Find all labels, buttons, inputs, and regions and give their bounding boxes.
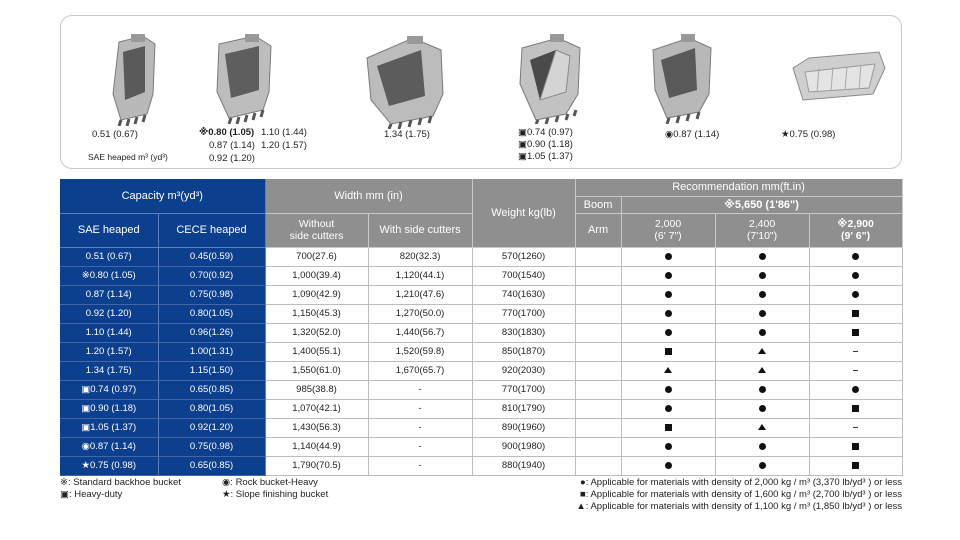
- without-side-cutters-header: Without side cutters: [265, 213, 368, 247]
- width-without-cutters-cell: 1,790(70.5): [265, 456, 368, 475]
- arm-spacer-cell: [575, 266, 621, 285]
- dot-marker-icon: [665, 310, 672, 317]
- bucket-3: [361, 16, 471, 170]
- width-with-cutters-cell: 1,670(65.7): [368, 361, 472, 380]
- arm-spacer-cell: [575, 304, 621, 323]
- bucket-1: [88, 16, 191, 170]
- bucket-6: [781, 16, 899, 170]
- capacity-header: Capacity m³(yd³): [60, 179, 265, 213]
- cece-heaped-cell: 0.80(1.05): [158, 399, 265, 418]
- triangle-marker-icon: [758, 424, 766, 430]
- dot-marker-icon: [759, 310, 766, 317]
- bucket-4-capacity-b: ▣0.90 (1.18): [518, 139, 573, 150]
- recommendation-cell: [621, 266, 715, 285]
- sae-heaped-cell: 1.20 (1.57): [60, 342, 158, 361]
- cece-heaped-cell: 0.96(1.26): [158, 323, 265, 342]
- bucket-2-capacity-d: 1.20 (1.57): [261, 140, 307, 151]
- dot-marker-icon: [665, 386, 672, 393]
- recommendation-cell: [715, 437, 809, 456]
- dot-marker-icon: [665, 272, 672, 279]
- cece-heaped-header: CECE heaped: [158, 213, 265, 247]
- with-side-cutters-header: With side cutters: [368, 213, 472, 247]
- recommendation-cell: [809, 285, 902, 304]
- triangle-marker-icon: [758, 367, 766, 373]
- recommendation-cell: [809, 266, 902, 285]
- cece-heaped-cell: 0.65(0.85): [158, 380, 265, 399]
- dash-marker-icon: [853, 351, 858, 352]
- dot-marker-icon: [665, 443, 672, 450]
- table-row: [60, 304, 902, 323]
- width-with-cutters-cell: -: [368, 437, 472, 456]
- width-with-cutters-cell: -: [368, 399, 472, 418]
- width-without-cutters-cell: 1,070(42.1): [265, 399, 368, 418]
- dash-marker-icon: [853, 427, 858, 428]
- bucket-1-capacity: 0.51 (0.67): [92, 129, 138, 140]
- sae-heaped-cell: 0.92 (1.20): [60, 304, 158, 323]
- dot-marker-icon: [759, 405, 766, 412]
- heavy-duty-bucket-icon: [516, 34, 596, 124]
- recommendation-cell: [809, 323, 902, 342]
- legend-standard: ※: Standard backhoe bucket: [60, 477, 181, 488]
- recommendation-cell: [809, 380, 902, 399]
- arm-spacer-cell: [575, 285, 621, 304]
- dot-marker-icon: [852, 291, 859, 298]
- arm-spacer-cell: [575, 456, 621, 475]
- recommendation-cell: [809, 247, 902, 266]
- cece-heaped-cell: 1.00(1.31): [158, 342, 265, 361]
- sae-heaped-cell: 0.51 (0.67): [60, 247, 158, 266]
- recommendation-cell: [809, 304, 902, 323]
- recommendation-cell: [715, 418, 809, 437]
- arm-2900-header: ※2,900 (9' 6"): [809, 213, 902, 247]
- cece-heaped-cell: 0.92(1.20): [158, 418, 265, 437]
- bucket-2-capacity-e: 0.92 (1.20): [209, 153, 255, 164]
- width-header: Width mm (in): [265, 179, 472, 213]
- bucket-2-capacity-b: 1.10 (1.44): [261, 127, 307, 138]
- table-row: [60, 247, 902, 266]
- dot-marker-icon: [665, 462, 672, 469]
- square-marker-icon: [665, 424, 672, 431]
- standard-bucket-icon: [101, 34, 171, 126]
- bucket-unit-label: SAE heaped m³ (yd³): [88, 152, 168, 162]
- width-with-cutters-cell: 1,270(50.0): [368, 304, 472, 323]
- weight-cell: 920(2030): [472, 361, 575, 380]
- width-without-cutters-cell: 1,140(44.9): [265, 437, 368, 456]
- sae-heaped-cell: ◉0.87 (1.14): [60, 437, 158, 456]
- sae-heaped-cell: ▣1.05 (1.37): [60, 418, 158, 437]
- weight-cell: 890(1960): [472, 418, 575, 437]
- bucket-2-capacity-c: 0.87 (1.14): [209, 140, 255, 151]
- recommendation-cell: [809, 342, 902, 361]
- width-without-cutters-cell: 985(38.8): [265, 380, 368, 399]
- width-with-cutters-cell: -: [368, 418, 472, 437]
- width-with-cutters-cell: 1,440(56.7): [368, 323, 472, 342]
- square-marker-icon: [852, 310, 859, 317]
- table-row: [60, 323, 902, 342]
- table-row: [60, 399, 902, 418]
- width-with-cutters-cell: 1,210(47.6): [368, 285, 472, 304]
- recommendation-cell: [715, 304, 809, 323]
- dot-marker-icon: [759, 386, 766, 393]
- cece-heaped-cell: 0.70(0.92): [158, 266, 265, 285]
- cece-heaped-cell: 0.65(0.85): [158, 456, 265, 475]
- sae-heaped-cell: ※0.80 (1.05): [60, 266, 158, 285]
- sae-heaped-header: SAE heaped: [60, 213, 158, 247]
- bucket-3-capacity: 1.34 (1.75): [384, 129, 430, 140]
- boom-label: Boom: [575, 196, 621, 213]
- spec-table-body: [60, 247, 902, 475]
- width-without-cutters-cell: 700(27.6): [265, 247, 368, 266]
- arm-2400-header: 2,400 (7'10"): [715, 213, 809, 247]
- legend-slope-finishing: ★: Slope finishing bucket: [222, 489, 329, 500]
- width-without-cutters-cell: 1,550(61.0): [265, 361, 368, 380]
- bucket-4-capacity-c: ▣1.05 (1.37): [518, 151, 573, 162]
- weight-cell: 570(1260): [472, 247, 575, 266]
- recommendation-cell: [621, 323, 715, 342]
- bucket-2-capacity-a: ※0.80 (1.05): [199, 127, 255, 138]
- triangle-marker-icon: [664, 367, 672, 373]
- recommendation-cell: [621, 456, 715, 475]
- table-row: [60, 266, 902, 285]
- bucket-5-capacity: ◉0.87 (1.14): [665, 129, 720, 140]
- arm-spacer-cell: [575, 361, 621, 380]
- cece-heaped-cell: 1.15(1.50): [158, 361, 265, 380]
- dot-marker-icon: [852, 386, 859, 393]
- recommendation-cell: [715, 247, 809, 266]
- width-with-cutters-cell: 1,120(44.1): [368, 266, 472, 285]
- arm-spacer-cell: [575, 418, 621, 437]
- arm-spacer-cell: [575, 399, 621, 418]
- cece-heaped-cell: 0.45(0.59): [158, 247, 265, 266]
- arm-spacer-cell: [575, 247, 621, 266]
- bucket-spec-table: [60, 179, 903, 476]
- dash-marker-icon: [853, 370, 858, 371]
- recommendation-cell: [715, 361, 809, 380]
- large-bucket-icon: [361, 34, 451, 129]
- dot-marker-icon: [852, 272, 859, 279]
- sae-heaped-cell: ★0.75 (0.98): [60, 456, 158, 475]
- bucket-4-capacity-a: ▣0.74 (0.97): [518, 127, 573, 138]
- table-row: [60, 285, 902, 304]
- width-with-cutters-cell: -: [368, 456, 472, 475]
- square-marker-icon: [852, 462, 859, 469]
- bucket-6-capacity: ★0.75 (0.98): [781, 129, 836, 140]
- dot-marker-icon: [759, 253, 766, 260]
- dot-marker-icon: [759, 291, 766, 298]
- square-marker-icon: [852, 443, 859, 450]
- table-row: [60, 437, 902, 456]
- weight-cell: 810(1790): [472, 399, 575, 418]
- table-row: [60, 342, 902, 361]
- width-with-cutters-cell: -: [368, 380, 472, 399]
- bucket-5: [649, 16, 749, 170]
- table-row: [60, 361, 902, 380]
- arm-spacer-cell: [575, 437, 621, 456]
- legend-rock-bucket: ◉: Rock bucket-Heavy: [222, 477, 318, 488]
- bucket-2: [199, 16, 329, 170]
- weight-cell: 770(1700): [472, 380, 575, 399]
- legend-heavy-duty: ▣: Heavy-duty: [60, 489, 123, 500]
- dot-marker-icon: [759, 462, 766, 469]
- dot-marker-icon: [665, 253, 672, 260]
- recommendation-cell: [621, 361, 715, 380]
- legend-density-2000: ●: Applicable for materials with density of 2,000 kg / m³ (3,370 lb/yd³ ) or less: [579, 477, 902, 488]
- weight-cell: 740(1630): [472, 285, 575, 304]
- recommendation-cell: [809, 437, 902, 456]
- dot-marker-icon: [759, 272, 766, 279]
- weight-header: Weight kg(lb): [472, 179, 575, 247]
- weight-cell: 700(1540): [472, 266, 575, 285]
- recommendation-cell: [715, 456, 809, 475]
- arm-label: Arm: [575, 213, 621, 247]
- table-row: [60, 456, 902, 475]
- recommendation-cell: [621, 304, 715, 323]
- slope-finishing-bucket-icon: [789, 48, 889, 108]
- recommendation-cell: [715, 380, 809, 399]
- width-with-cutters-cell: 1,520(59.8): [368, 342, 472, 361]
- arm-spacer-cell: [575, 342, 621, 361]
- dot-marker-icon: [759, 443, 766, 450]
- width-without-cutters-cell: 1,000(39.4): [265, 266, 368, 285]
- width-with-cutters-cell: 820(32.3): [368, 247, 472, 266]
- width-without-cutters-cell: 1,150(45.3): [265, 304, 368, 323]
- standard-bucket-icon: [209, 34, 289, 124]
- weight-cell: 880(1940): [472, 456, 575, 475]
- dot-marker-icon: [665, 329, 672, 336]
- recommendation-cell: [621, 399, 715, 418]
- cece-heaped-cell: 0.80(1.05): [158, 304, 265, 323]
- weight-cell: 830(1830): [472, 323, 575, 342]
- recommendation-cell: [621, 437, 715, 456]
- width-without-cutters-cell: 1,320(52.0): [265, 323, 368, 342]
- recommendation-cell: [621, 418, 715, 437]
- square-marker-icon: [665, 348, 672, 355]
- recommendation-cell: [715, 342, 809, 361]
- recommendation-cell: [715, 285, 809, 304]
- bucket-panel: [60, 15, 902, 169]
- weight-cell: 850(1870): [472, 342, 575, 361]
- arm-spacer-cell: [575, 380, 621, 399]
- recommendation-cell: [809, 399, 902, 418]
- cece-heaped-cell: 0.75(0.98): [158, 437, 265, 456]
- sae-heaped-cell: 1.10 (1.44): [60, 323, 158, 342]
- width-without-cutters-cell: 1,090(42.9): [265, 285, 368, 304]
- weight-cell: 770(1700): [472, 304, 575, 323]
- arm-spacer-cell: [575, 323, 621, 342]
- legend-density-1100: ▲: Applicable for materials with density of 1,100 kg / m³ (1,850 lb/yd³ ) or less: [576, 501, 902, 512]
- table-row: [60, 418, 902, 437]
- recommendation-cell: [715, 399, 809, 418]
- recommendation-cell: [715, 266, 809, 285]
- legend-density-1600: ■: Applicable for materials with density of 1,600 kg / m³ (2,700 lb/yd³ ) or less: [579, 489, 902, 500]
- recommendation-cell: [809, 361, 902, 380]
- dot-marker-icon: [759, 329, 766, 336]
- dot-marker-icon: [665, 405, 672, 412]
- sae-heaped-cell: 0.87 (1.14): [60, 285, 158, 304]
- triangle-marker-icon: [758, 348, 766, 354]
- boom-value: ※5,650 (1'86"): [621, 196, 902, 213]
- cece-heaped-cell: 0.75(0.98): [158, 285, 265, 304]
- recommendation-cell: [621, 380, 715, 399]
- dot-marker-icon: [665, 291, 672, 298]
- width-without-cutters-cell: 1,400(55.1): [265, 342, 368, 361]
- recommendation-header: Recommendation mm(ft.in): [575, 179, 902, 196]
- square-marker-icon: [852, 405, 859, 412]
- sae-heaped-cell: 1.34 (1.75): [60, 361, 158, 380]
- bucket-4: [516, 16, 626, 170]
- recommendation-cell: [809, 456, 902, 475]
- recommendation-cell: [621, 247, 715, 266]
- dot-marker-icon: [852, 253, 859, 260]
- sae-heaped-cell: ▣0.90 (1.18): [60, 399, 158, 418]
- table-row: [60, 380, 902, 399]
- recommendation-cell: [715, 323, 809, 342]
- sae-heaped-cell: ▣0.74 (0.97): [60, 380, 158, 399]
- square-marker-icon: [852, 329, 859, 336]
- recommendation-cell: [809, 418, 902, 437]
- weight-cell: 900(1980): [472, 437, 575, 456]
- width-without-cutters-cell: 1,430(56.3): [265, 418, 368, 437]
- arm-2000-header: 2,000 (6' 7"): [621, 213, 715, 247]
- recommendation-cell: [621, 285, 715, 304]
- recommendation-cell: [621, 342, 715, 361]
- rock-bucket-icon: [649, 34, 724, 124]
